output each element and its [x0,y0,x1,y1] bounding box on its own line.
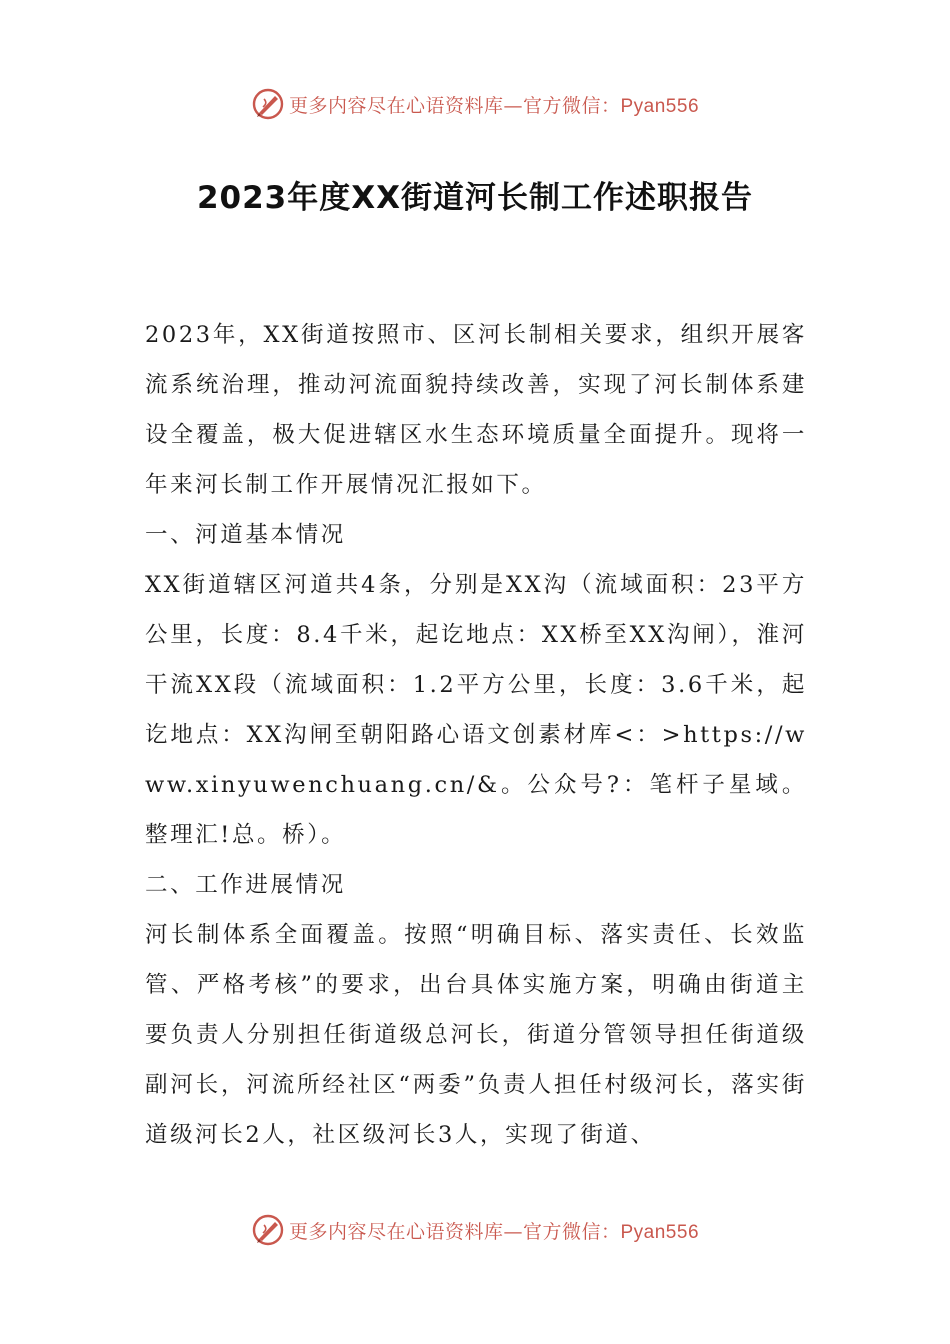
intro-paragraph: 2023年，XX街道按照市、区河长制相关要求，组织开展客流系统治理，推动河流面貌持续改善，实现了河长制体系建设全覆盖，极大促进辖区水生态环境质量全面提升。现将一年来河长制工作开展情况汇报如下。 [145,322,807,498]
section-heading-basic-info: 一、河道基本情况 [145,522,346,548]
section-heading-progress: 二、工作进展情况 [145,872,346,898]
watermark-text: 更多内容尽在心语资料库—官方微信：Pyan556 [288,94,700,117]
river-basic-info-paragraph: XX街道辖区河道共4条，分别是XX沟（流域面积：23平方公里，长度：8.4千米，起讫地点：XX桥至XX沟闸），淮河干流XX段（流域面积：1.2平方公里，长度：3.6千米，起讫地点：XX沟闸至朝阳路心语文创素材库<：>https://www.xinyuwenchuang.cn/&。公众号?：笔杆子星域。整理汇!总。桥）。 [145,572,807,848]
pen-logo-icon [251,1213,285,1247]
document-body [145,310,807,1160]
document-title: 2023年度XX街道河长制工作述职报告 [196,180,754,216]
watermark-text: 更多内容尽在心语资料库—官方微信：Pyan556 [288,1220,700,1243]
progress-paragraph: 河长制体系全面覆盖。按照“明确目标、落实责任、长效监管、严格考核”的要求，出台具体实施方案，明确由街道主要负责人分别担任街道级总河长，街道分管领导担任街道级副河长，河流所经社区“两委”负责人担任村级河长，落实街道级河长2人，社区级河长3人，实现了街道、 [145,922,807,1148]
footer-watermark [0,1210,950,1250]
pen-logo-icon [251,87,285,121]
header-watermark [0,84,950,124]
